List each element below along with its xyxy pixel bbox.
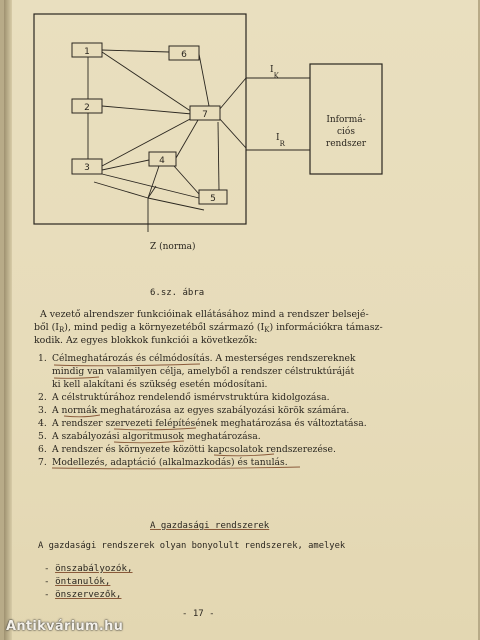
bullet-item-1: - önszabályozók, xyxy=(44,563,133,574)
info-system-label-2: ciós xyxy=(337,127,355,137)
intro-line-1: A vezető alrendszer funkcióinak ellátásához mind a rendszer belsejé- xyxy=(40,309,369,320)
section-intro: A gazdasági rendszerek olyan bonyolult rendszerek, amelyek xyxy=(38,541,346,551)
page-number: - 17 - xyxy=(182,609,215,619)
info-system-label-1: Informá- xyxy=(326,115,366,125)
section-title: A gazdasági rendszerek xyxy=(150,521,270,531)
block-6-label: 6 xyxy=(181,50,187,60)
list-item-2: 2. A célstruktúrához rendelendő ismérvstruktúra kidolgozása. xyxy=(38,392,330,403)
list-item-6: 6. A rendszer és környezete közötti kapcsolatok rendszerezése. xyxy=(38,444,336,455)
watermark-logo: Antikvárium.hu xyxy=(6,619,124,634)
ik-label: $I_K$ xyxy=(270,65,279,80)
block-5-label: 5 xyxy=(210,194,216,204)
list-item-5: 5. A szabályozási algoritmusok meghatározása. xyxy=(38,431,261,442)
intro-line-3: kodik. Az egyes blokkok funkciói a következők: xyxy=(34,335,258,346)
bullet-item-3: - önszervezők, xyxy=(44,589,122,600)
list-item-1: 1. Célmeghatározás és célmódosítás. A mesterséges rendszereknek xyxy=(38,353,356,364)
norma-label: Z (norma) xyxy=(150,242,196,252)
block-3-label: 3 xyxy=(84,163,90,173)
block-2-label: 2 xyxy=(84,103,90,113)
list-item-1-cont-2: ki kell alakítani és szükség esetén módosítani. xyxy=(52,379,268,390)
block-7-label: 7 xyxy=(202,110,208,120)
list-item-4: 4. A rendszer szervezeti felépítésének meghatározása és változtatása. xyxy=(38,418,367,429)
intro-line-2: ből $(I_R)$, mind pedig a környezetéből származó $(I_K)$ információkra támasz- xyxy=(34,322,383,334)
list-item-7: 7. Modellezés, adaptáció (alkalmazkodás) és tanulás. xyxy=(38,457,288,468)
ir-label: $I_R$ xyxy=(276,133,285,148)
block-4-label: 4 xyxy=(159,156,165,166)
list-item-3: 3. A normák meghatározása az egyes szabályozási körök számára. xyxy=(38,405,350,416)
info-system-label-3: rendszer xyxy=(325,139,367,149)
figure-caption: 6.sz. ábra xyxy=(150,288,205,298)
block-1-label: 1 xyxy=(84,47,90,57)
list-item-1-cont-1: mindig van valamilyen célja, amelyből a rendszer célstruktúráját xyxy=(52,366,355,377)
book-page xyxy=(4,0,478,640)
bullet-item-2: - öntanulók, xyxy=(44,576,111,587)
